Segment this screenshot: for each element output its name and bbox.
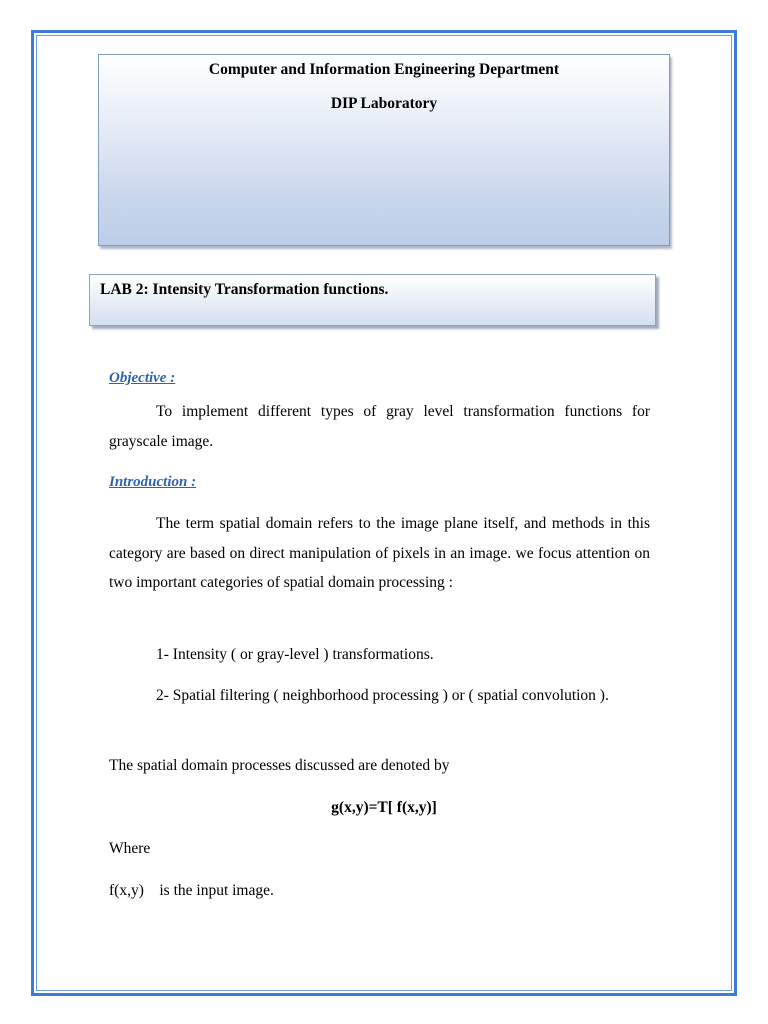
- lab-title-box: [89, 274, 656, 326]
- list-item: 1- Intensity ( or gray-level ) transformations.: [156, 646, 434, 663]
- lab-name: DIP Laboratory: [330, 95, 438, 112]
- objective-text: To implement different types of gray level transformation functions for grayscale image.: [109, 403, 650, 450]
- introduction-paragraph: The term spatial domain refers to the image plane itself, and methods in this category are based on direct manipulation of pixels in an image. we focus attention on two important categories of spatial domain processing :: [109, 515, 650, 591]
- department-title: Computer and Information Engineering Department: [208, 61, 560, 78]
- objective-heading: Objective :: [109, 370, 176, 386]
- list-item: 2- Spatial filtering ( neighborhood processing ) or ( spatial convolution ).: [156, 687, 609, 704]
- header-box: [98, 54, 670, 246]
- denoted-text: The spatial domain processes discussed are denoted by: [109, 757, 450, 774]
- lab-title: LAB 2: Intensity Transformation functions.: [100, 281, 389, 298]
- input-image-definition: f(x,y) is the input image.: [109, 882, 274, 899]
- formula: g(x,y)=T[ f(x,y)]: [331, 799, 437, 816]
- introduction-heading: Introduction :: [109, 474, 197, 490]
- where-label: Where: [109, 840, 151, 857]
